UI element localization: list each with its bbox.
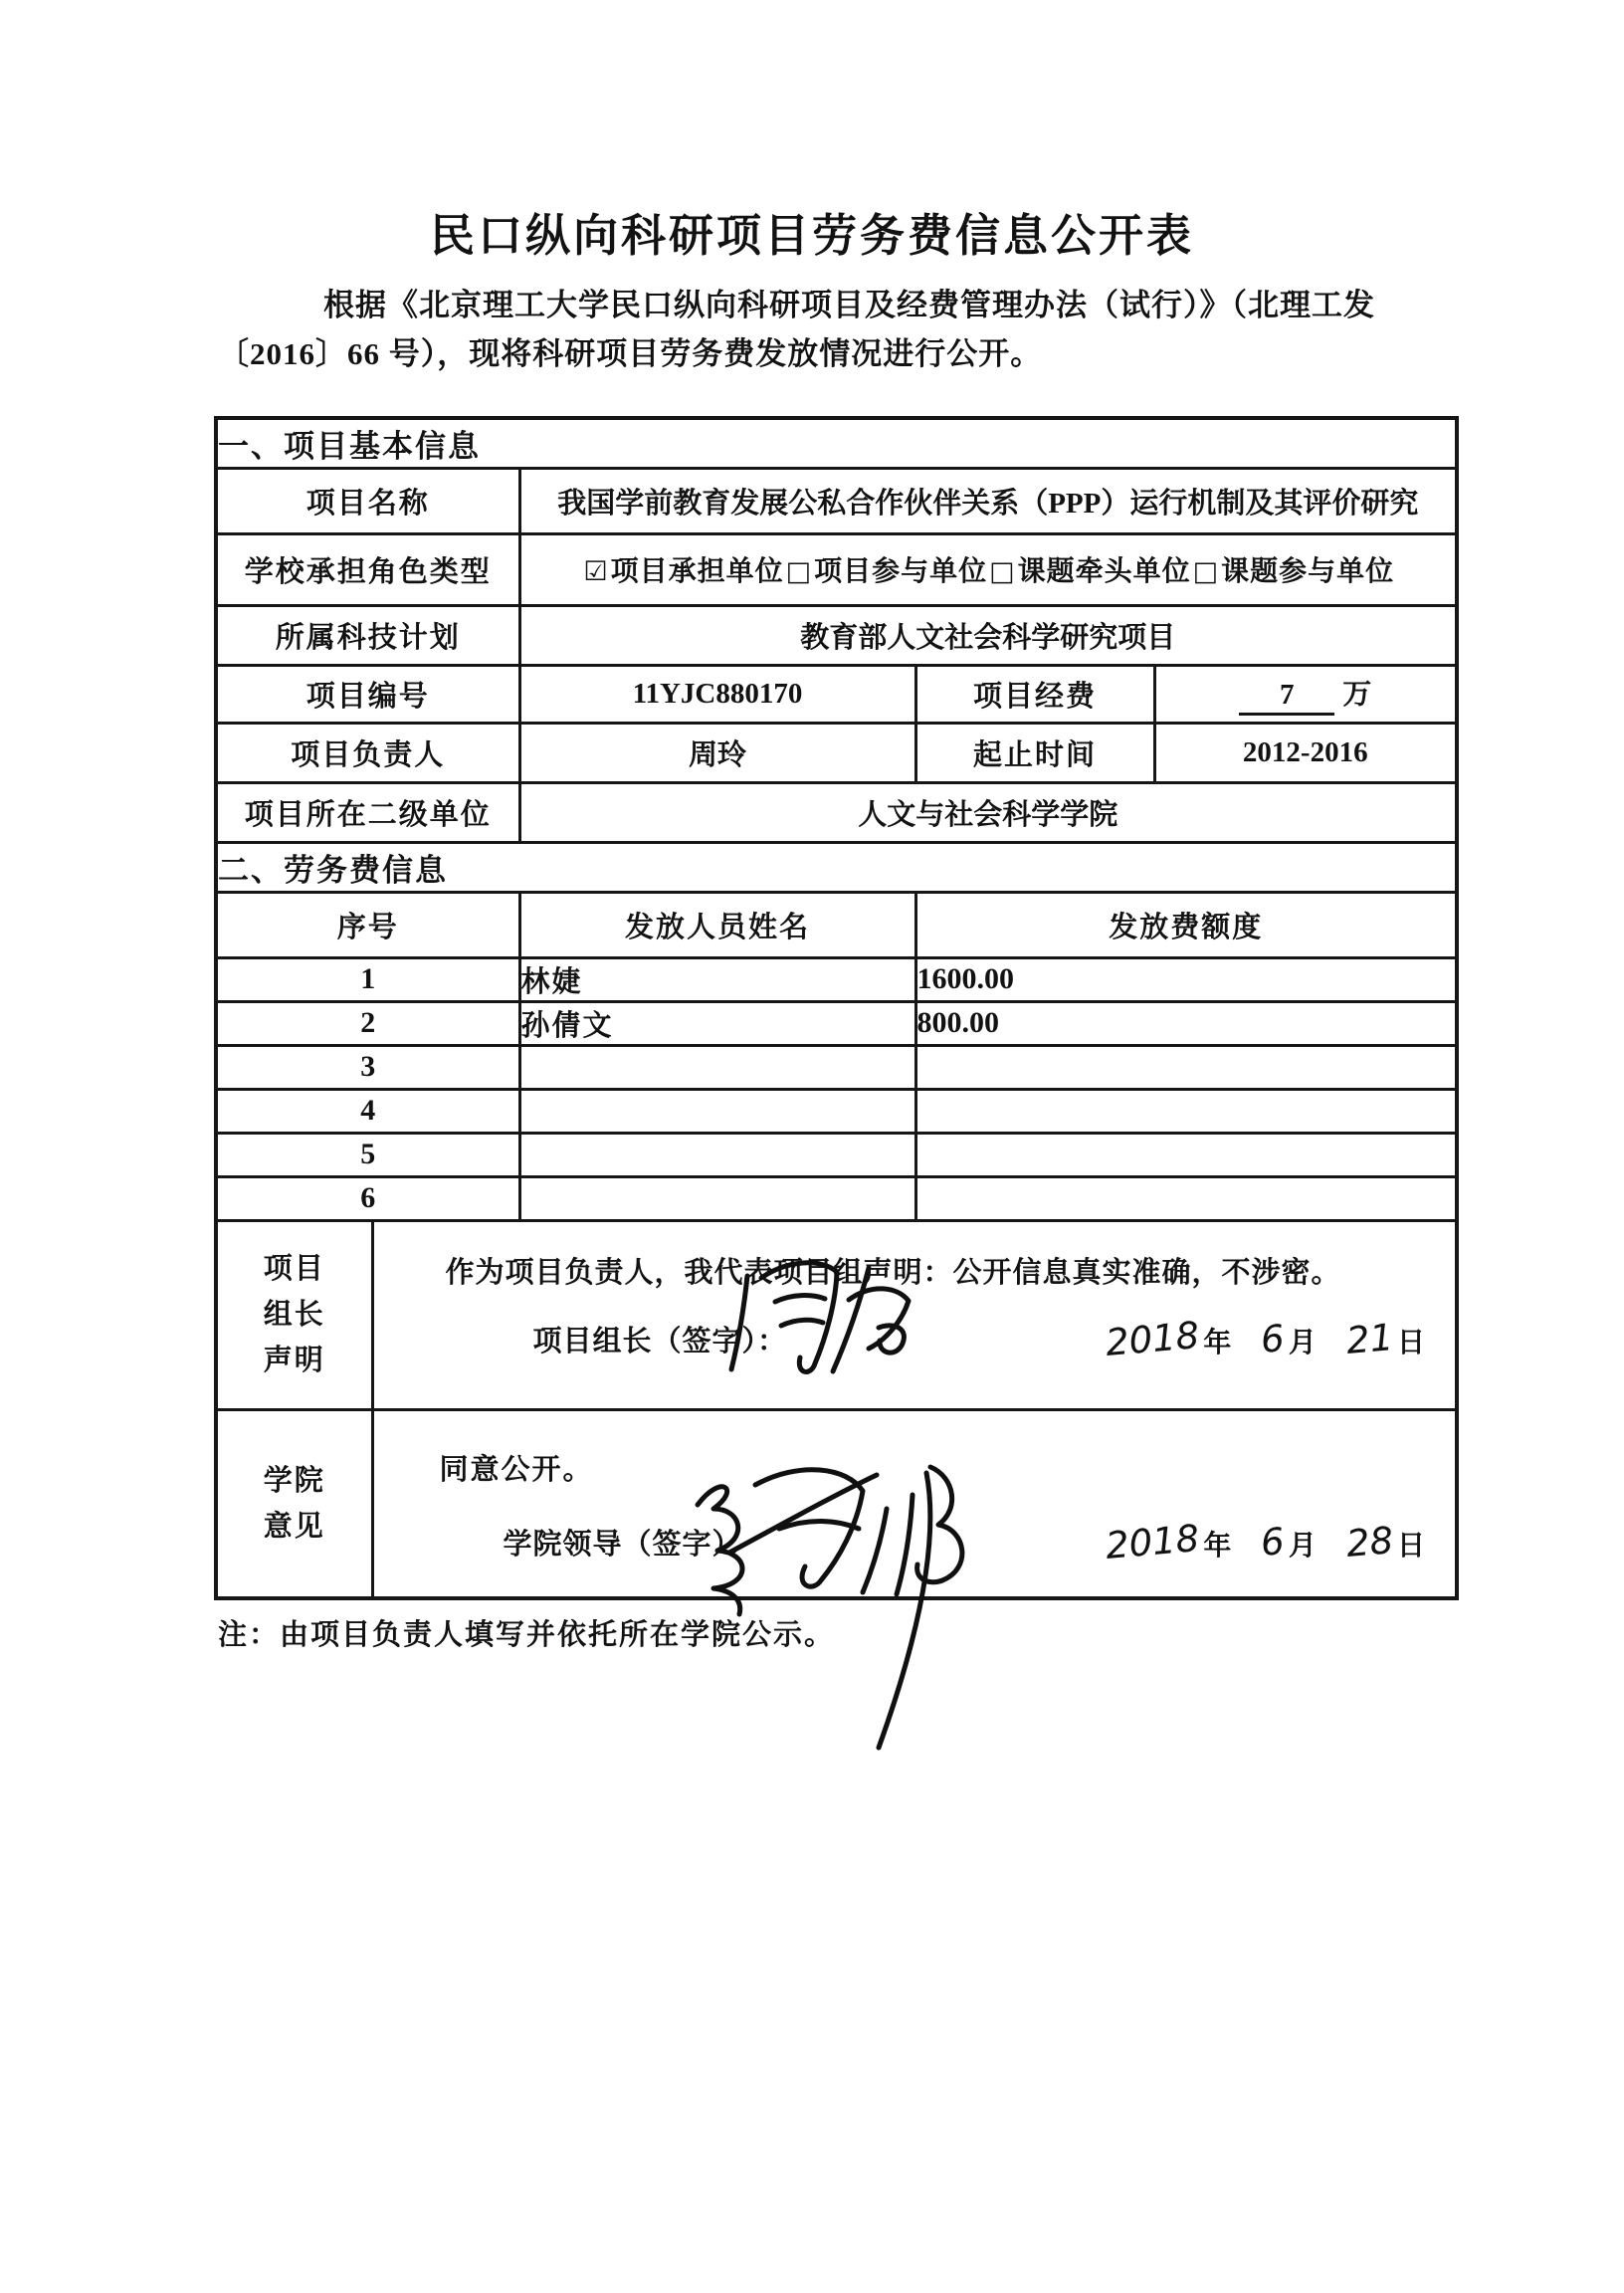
month-unit: 月 [1288,1530,1317,1562]
duration-value: 2012-2016 [1154,723,1457,782]
table-row [216,957,1457,1001]
handwritten-year: 2018 [1104,1313,1202,1364]
college-opinion-label [216,1409,372,1598]
role-type-label: 学校承担角色类型 [216,533,519,605]
handwritten-day: 21 [1344,1315,1395,1362]
handwritten-day: 28 [1344,1518,1395,1565]
section-labor-fee-header: 二、劳务费信息 [216,842,1457,892]
row-name: 林婕 [519,957,915,1001]
role-option-label: 项目承担单位 [610,556,784,587]
funding-value-cell [1154,665,1457,723]
college-opinion-cell [372,1409,1457,1598]
project-no-value: 11YJC880170 [519,665,915,723]
row-amount: 1600.00 [915,957,1457,1001]
row-no: 5 [216,1133,519,1176]
row-no: 4 [216,1089,519,1133]
table-row [216,1045,1457,1089]
checkbox-checked-icon: ☑ [583,556,609,587]
checkbox-icon: □ [1192,556,1220,587]
row-no: 3 [216,1045,519,1089]
role-option-undertaker [581,556,783,587]
handwritten-year: 2018 [1104,1516,1202,1567]
leader-signature-scrawl [717,1248,931,1382]
project-name-label: 项目名称 [216,468,519,533]
duration-label: 起止时间 [915,723,1154,782]
handwritten-month: 6 [1259,1316,1287,1361]
department-label: 项目所在二级单位 [216,782,519,842]
leader-label: 项目负责人 [216,723,519,782]
row-name [519,1045,915,1089]
table-row [216,1089,1457,1133]
row-no: 6 [216,1176,519,1220]
row-amount: 800.00 [915,1001,1457,1045]
footnote: 注：由项目负责人填写并依托所在学院公示。 [218,1619,836,1651]
leader-statement-label-line: 组长 [263,1299,325,1331]
row-amount [915,1133,1457,1176]
statement-text: 作为项目负责人，我代表项目组声明：公开信息真实准确，不涉密。 [445,1256,1341,1289]
role-option-topic-participant [1191,556,1395,587]
month-unit: 月 [1288,1327,1317,1358]
intro-line-2: 〔2016〕66 号），现将科研项目劳务费发放情况进行公开。 [218,336,1043,371]
project-name-value: 我国学前教育发展公私合作伙伴关系（PPP）运行机制及其评价研究 [519,468,1457,533]
program-value: 教育部人文社会科学研究项目 [519,605,1457,665]
section-basic-info-header: 一、项目基本信息 [216,418,1457,468]
row-name: 孙倩文 [519,1001,915,1045]
program-label: 所属科技计划 [216,605,519,665]
role-option-label: 项目参与单位 [814,556,988,587]
handwritten-month: 6 [1259,1519,1287,1564]
year-unit: 年 [1203,1530,1232,1562]
day-unit: 日 [1397,1530,1426,1562]
leader-statement-label [216,1220,372,1409]
row-amount [915,1089,1457,1133]
page-title: 民口纵向科研项目劳务费信息公开表 [429,211,1194,261]
role-option-topic-lead [987,556,1191,587]
col-header-no: 序号 [216,892,519,957]
college-sign-date [1104,1516,1429,1567]
college-opinion-label-line: 学院 [263,1464,325,1497]
row-amount [915,1045,1457,1089]
leader-sign-row [532,1313,1430,1364]
table-row [216,1133,1457,1176]
leader-sign-label: 项目组长（签字）： [532,1325,788,1357]
row-name [519,1089,915,1133]
leader-statement-cell [372,1220,1457,1409]
college-opinion-label-line: 意见 [263,1510,325,1543]
role-option-participant [784,556,988,587]
project-no-label: 项目编号 [216,665,519,723]
college-sign-label: 学院领导（签字）： [503,1528,758,1561]
role-option-label: 课题牵头单位 [1017,556,1191,587]
funding-amount: 7 [1239,679,1334,716]
opinion-text: 同意公开。 [439,1453,594,1486]
intro-paragraph [218,281,1482,378]
leader-sign-date [1104,1313,1429,1364]
role-type-options [519,533,1457,605]
row-no: 2 [216,1001,519,1045]
funding-unit: 万 [1342,679,1372,711]
row-name [519,1133,915,1176]
leader-value: 周玲 [519,723,915,782]
funding-label: 项目经费 [915,665,1154,723]
intro-line-1: 根据《北京理工大学民口纵向科研项目及经费管理办法（试行）》（北理工发 [323,288,1375,322]
row-name [519,1176,915,1220]
col-header-amount: 发放费额度 [915,892,1457,957]
department-value: 人文与社会科学学院 [519,782,1457,842]
college-leader-signature-scrawl [668,1433,996,1762]
leader-statement-label-line: 项目 [263,1253,325,1285]
row-amount [915,1176,1457,1220]
leader-statement-label-line: 声明 [263,1345,325,1376]
year-unit: 年 [1203,1327,1232,1358]
checkbox-icon: □ [989,556,1016,587]
row-no: 1 [216,957,519,1001]
disclosure-form-table [214,416,1459,1600]
table-row [216,1001,1457,1045]
col-header-name: 发放人员姓名 [519,892,915,957]
table-row [216,1176,1457,1220]
role-option-label: 课题参与单位 [1221,556,1395,587]
day-unit: 日 [1397,1327,1426,1358]
checkbox-icon: □ [785,556,813,587]
